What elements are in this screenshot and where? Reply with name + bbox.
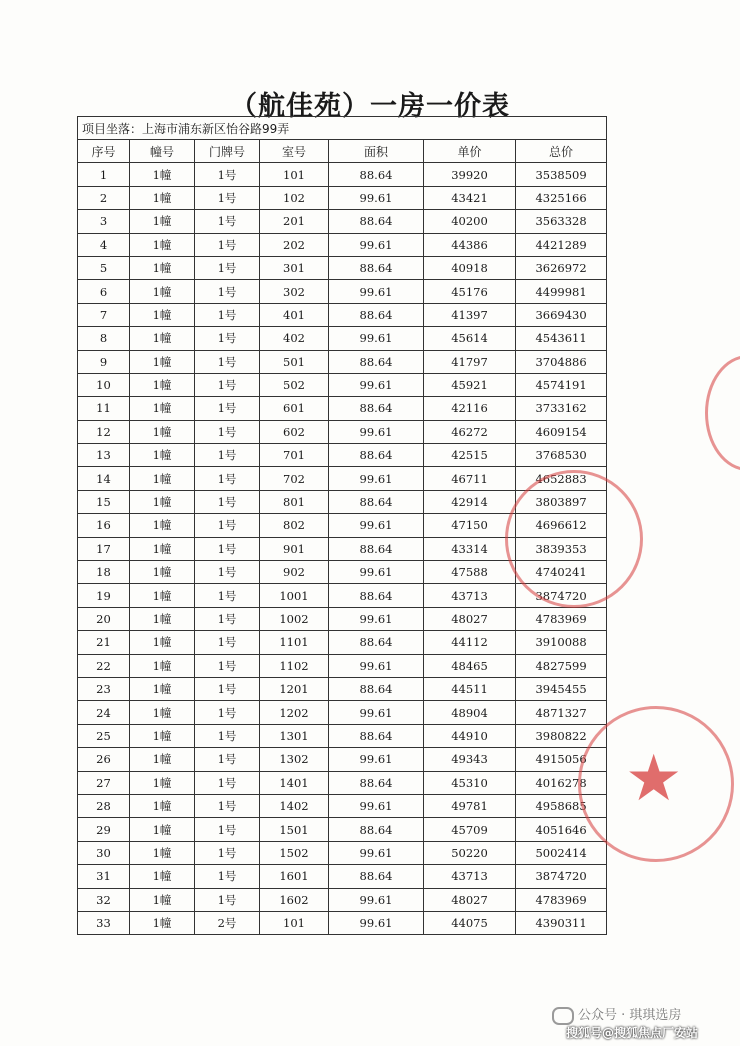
table-cell: 1501 [260, 818, 329, 841]
table-cell: 88.64 [329, 865, 424, 888]
table-cell: 99.61 [329, 467, 424, 490]
table-cell: 99.61 [329, 561, 424, 584]
table-cell: 1号 [195, 724, 260, 747]
table-row [78, 373, 607, 396]
table-cell: 1幢 [130, 420, 195, 443]
table-cell: 3768530 [516, 444, 607, 467]
table-cell: 48465 [424, 654, 516, 677]
table-cell: 99.61 [329, 280, 424, 303]
table-cell: 1001 [260, 584, 329, 607]
table-cell: 88.64 [329, 537, 424, 560]
table-cell: 32 [78, 888, 130, 911]
table-cell: 1号 [195, 420, 260, 443]
table-cell: 1幢 [130, 490, 195, 513]
table-cell: 5002414 [516, 841, 607, 864]
table-cell: 4915056 [516, 748, 607, 771]
table-cell: 1幢 [130, 794, 195, 817]
table-cell: 25 [78, 724, 130, 747]
table-cell: 1号 [195, 373, 260, 396]
table-cell: 1号 [195, 607, 260, 630]
table-cell: 202 [260, 233, 329, 256]
table-cell: 601 [260, 397, 329, 420]
table-cell: 3538509 [516, 163, 607, 186]
table-cell: 1幢 [130, 771, 195, 794]
table-cell: 1幢 [130, 841, 195, 864]
table-cell: 44910 [424, 724, 516, 747]
table-cell: 1幢 [130, 607, 195, 630]
table-cell: 23 [78, 677, 130, 700]
table-cell: 1号 [195, 256, 260, 279]
table-row [78, 327, 607, 350]
table-cell: 1幢 [130, 163, 195, 186]
table-cell: 1号 [195, 794, 260, 817]
table-cell: 40918 [424, 256, 516, 279]
table-cell: 8 [78, 327, 130, 350]
table-row [78, 303, 607, 326]
table-cell: 1号 [195, 841, 260, 864]
table-cell: 9 [78, 350, 130, 373]
table-cell: 301 [260, 256, 329, 279]
table-cell: 1号 [195, 537, 260, 560]
table-cell: 1202 [260, 701, 329, 724]
table-cell: 1号 [195, 561, 260, 584]
table-cell: 1号 [195, 677, 260, 700]
table-cell: 1号 [195, 163, 260, 186]
table-cell: 1幢 [130, 631, 195, 654]
table-cell: 1302 [260, 748, 329, 771]
table-cell: 99.61 [329, 607, 424, 630]
table-row [78, 654, 607, 677]
table-cell: 6 [78, 280, 130, 303]
table-cell: 1幢 [130, 397, 195, 420]
table-cell: 3563328 [516, 210, 607, 233]
table-cell: 45310 [424, 771, 516, 794]
table-cell: 702 [260, 467, 329, 490]
table-cell: 7 [78, 303, 130, 326]
table-row [78, 748, 607, 771]
wechat-icon [552, 1007, 574, 1025]
column-header: 室号 [260, 140, 329, 163]
table-cell: 1102 [260, 654, 329, 677]
table-row [78, 911, 607, 934]
table-row [78, 771, 607, 794]
table-cell: 1号 [195, 303, 260, 326]
table-row [78, 677, 607, 700]
table-cell: 102 [260, 186, 329, 209]
table-cell: 43713 [424, 865, 516, 888]
table-cell: 3910088 [516, 631, 607, 654]
table-cell: 43314 [424, 537, 516, 560]
table-row [78, 280, 607, 303]
table-cell: 1幢 [130, 327, 195, 350]
table-cell: 402 [260, 327, 329, 350]
table-cell: 88.64 [329, 631, 424, 654]
table-cell: 99.61 [329, 654, 424, 677]
table-cell: 1号 [195, 467, 260, 490]
table-cell: 88.64 [329, 397, 424, 420]
table-row [78, 397, 607, 420]
table-cell: 1幢 [130, 373, 195, 396]
table-cell: 1601 [260, 865, 329, 888]
table-cell: 88.64 [329, 256, 424, 279]
table-cell: 48027 [424, 607, 516, 630]
table-cell: 99.61 [329, 373, 424, 396]
table-cell: 45709 [424, 818, 516, 841]
table-row [78, 818, 607, 841]
table-cell: 1号 [195, 865, 260, 888]
table-row [78, 701, 607, 724]
company-star-seal [578, 706, 734, 862]
table-cell: 44112 [424, 631, 516, 654]
column-header: 幢号 [130, 140, 195, 163]
table-cell: 1幢 [130, 467, 195, 490]
table-cell: 302 [260, 280, 329, 303]
table-cell: 3874720 [516, 584, 607, 607]
table-cell: 42116 [424, 397, 516, 420]
table-cell: 1502 [260, 841, 329, 864]
table-cell: 602 [260, 420, 329, 443]
table-cell: 4574191 [516, 373, 607, 396]
table-cell: 88.64 [329, 818, 424, 841]
table-row [78, 163, 607, 186]
table-cell: 99.61 [329, 888, 424, 911]
table-cell: 902 [260, 561, 329, 584]
table-cell: 3 [78, 210, 130, 233]
table-cell: 201 [260, 210, 329, 233]
table-cell: 4871327 [516, 701, 607, 724]
table-cell: 1002 [260, 607, 329, 630]
column-header: 序号 [78, 140, 130, 163]
table-row [78, 420, 607, 443]
table-cell: 1号 [195, 888, 260, 911]
table-cell: 4051646 [516, 818, 607, 841]
table-cell: 88.64 [329, 303, 424, 326]
table-row [78, 865, 607, 888]
company-stamp-seal [505, 470, 643, 608]
table-cell: 501 [260, 350, 329, 373]
table-cell: 1号 [195, 210, 260, 233]
table-cell: 5 [78, 256, 130, 279]
table-cell: 801 [260, 490, 329, 513]
table-cell: 15 [78, 490, 130, 513]
table-cell: 3803897 [516, 490, 607, 513]
table-cell: 88.64 [329, 444, 424, 467]
table-cell: 1幢 [130, 350, 195, 373]
table-cell: 1幢 [130, 911, 195, 934]
table-cell: 4652883 [516, 467, 607, 490]
table-cell: 3669430 [516, 303, 607, 326]
table-cell: 14 [78, 467, 130, 490]
table-cell: 3733162 [516, 397, 607, 420]
table-cell: 45176 [424, 280, 516, 303]
table-cell: 1幢 [130, 724, 195, 747]
table-cell: 1301 [260, 724, 329, 747]
table-cell: 22 [78, 654, 130, 677]
table-cell: 1602 [260, 888, 329, 911]
table-cell: 28 [78, 794, 130, 817]
table-cell: 3626972 [516, 256, 607, 279]
table-cell: 1幢 [130, 748, 195, 771]
table-cell: 44386 [424, 233, 516, 256]
table-cell: 1幢 [130, 303, 195, 326]
table-cell: 42914 [424, 490, 516, 513]
table-cell: 49781 [424, 794, 516, 817]
table-cell: 401 [260, 303, 329, 326]
table-cell: 27 [78, 771, 130, 794]
table-cell: 26 [78, 748, 130, 771]
table-cell: 3839353 [516, 537, 607, 560]
document-title: （航佳苑）一房一价表 [230, 91, 510, 122]
table-cell: 40200 [424, 210, 516, 233]
table-row [78, 841, 607, 864]
table-cell: 1幢 [130, 256, 195, 279]
table-row [78, 724, 607, 747]
table-cell: 4325166 [516, 186, 607, 209]
table-cell: 19 [78, 584, 130, 607]
table-cell: 4543611 [516, 327, 607, 350]
table-cell: 99.61 [329, 794, 424, 817]
table-row [78, 631, 607, 654]
table-row [78, 888, 607, 911]
table-cell: 1幢 [130, 514, 195, 537]
column-header: 门牌号 [195, 140, 260, 163]
table-cell: 4609154 [516, 420, 607, 443]
table-cell: 99.61 [329, 701, 424, 724]
table-cell: 31 [78, 865, 130, 888]
table-row [78, 186, 607, 209]
table-cell: 99.61 [329, 420, 424, 443]
table-cell: 1号 [195, 444, 260, 467]
table-cell: 1402 [260, 794, 329, 817]
table-row [78, 794, 607, 817]
table-cell: 3704886 [516, 350, 607, 373]
table-cell: 99.61 [329, 748, 424, 771]
table-cell: 1201 [260, 677, 329, 700]
table-cell: 4016278 [516, 771, 607, 794]
table-cell: 43713 [424, 584, 516, 607]
table-cell: 46272 [424, 420, 516, 443]
table-cell: 4499981 [516, 280, 607, 303]
table-cell: 4783969 [516, 607, 607, 630]
table-cell: 101 [260, 163, 329, 186]
table-cell: 10 [78, 373, 130, 396]
table-cell: 24 [78, 701, 130, 724]
table-cell: 1号 [195, 748, 260, 771]
table-cell: 2 [78, 186, 130, 209]
table-cell: 1号 [195, 186, 260, 209]
table-cell: 701 [260, 444, 329, 467]
table-row [78, 607, 607, 630]
table-cell: 1幢 [130, 818, 195, 841]
table-cell: 4390311 [516, 911, 607, 934]
table-cell: 50220 [424, 841, 516, 864]
table-row [78, 210, 607, 233]
table-cell: 88.64 [329, 350, 424, 373]
watermark-sohu: 搜狐号@搜狐焦点厂安站 [566, 1026, 699, 1040]
table-cell: 47150 [424, 514, 516, 537]
table-cell: 88.64 [329, 677, 424, 700]
watermark-text-1: 公众号 · 琪琪选房 [578, 1008, 682, 1023]
table-cell: 1101 [260, 631, 329, 654]
table-cell: 802 [260, 514, 329, 537]
table-cell: 46711 [424, 467, 516, 490]
table-cell: 41797 [424, 350, 516, 373]
table-row [78, 350, 607, 373]
table-cell: 1幢 [130, 677, 195, 700]
table-cell: 1号 [195, 233, 260, 256]
column-header: 面积 [329, 140, 424, 163]
table-cell: 101 [260, 911, 329, 934]
table-cell: 1号 [195, 350, 260, 373]
table-cell: 43421 [424, 186, 516, 209]
table-cell: 21 [78, 631, 130, 654]
table-cell: 99.61 [329, 186, 424, 209]
table-cell: 88.64 [329, 724, 424, 747]
table-cell: 13 [78, 444, 130, 467]
table-cell: 1号 [195, 397, 260, 420]
table-cell: 49343 [424, 748, 516, 771]
table-cell: 99.61 [329, 327, 424, 350]
table-cell: 1幢 [130, 233, 195, 256]
table-cell: 1幢 [130, 186, 195, 209]
table-cell: 3980822 [516, 724, 607, 747]
table-cell: 4827599 [516, 654, 607, 677]
table-cell: 1号 [195, 818, 260, 841]
table-cell: 33 [78, 911, 130, 934]
table-cell: 99.61 [329, 841, 424, 864]
table-cell: 16 [78, 514, 130, 537]
table-cell: 88.64 [329, 210, 424, 233]
table-cell: 99.61 [329, 911, 424, 934]
table-cell: 1幢 [130, 865, 195, 888]
table-cell: 1号 [195, 631, 260, 654]
table-cell: 29 [78, 818, 130, 841]
table-cell: 1 [78, 163, 130, 186]
table-cell: 1幢 [130, 701, 195, 724]
table-cell: 1号 [195, 701, 260, 724]
table-cell: 1号 [195, 584, 260, 607]
table-cell: 12 [78, 420, 130, 443]
table-cell: 4958685 [516, 794, 607, 817]
table-cell: 44075 [424, 911, 516, 934]
table-cell: 88.64 [329, 163, 424, 186]
table-cell: 88.64 [329, 584, 424, 607]
table-cell: 2号 [195, 911, 260, 934]
table-cell: 18 [78, 561, 130, 584]
table-row [78, 233, 607, 256]
table-cell: 3874720 [516, 865, 607, 888]
table-cell: 3945455 [516, 677, 607, 700]
table-cell: 17 [78, 537, 130, 560]
table-cell: 4 [78, 233, 130, 256]
table-cell: 1幢 [130, 537, 195, 560]
table-cell: 39920 [424, 163, 516, 186]
table-row [78, 256, 607, 279]
table-cell: 11 [78, 397, 130, 420]
table-cell: 4696612 [516, 514, 607, 537]
header-row [78, 140, 607, 163]
table-cell: 47588 [424, 561, 516, 584]
table-cell: 1幢 [130, 888, 195, 911]
table-cell: 1幢 [130, 561, 195, 584]
table-cell: 41397 [424, 303, 516, 326]
table-cell: 45614 [424, 327, 516, 350]
table-cell: 4783969 [516, 888, 607, 911]
table-cell: 1幢 [130, 584, 195, 607]
table-cell: 1号 [195, 654, 260, 677]
table-cell: 42515 [424, 444, 516, 467]
table-cell: 48904 [424, 701, 516, 724]
table-cell: 99.61 [329, 514, 424, 537]
table-cell: 30 [78, 841, 130, 864]
table-cell: 1幢 [130, 280, 195, 303]
project-location: 项目坐落：上海市浦东新区怡谷路99弄 [78, 117, 607, 140]
table-cell: 20 [78, 607, 130, 630]
table-cell: 48027 [424, 888, 516, 911]
table-cell: 1号 [195, 771, 260, 794]
table-cell: 44511 [424, 677, 516, 700]
table-cell: 45921 [424, 373, 516, 396]
table-cell: 1号 [195, 280, 260, 303]
table-cell: 99.61 [329, 233, 424, 256]
column-header: 单价 [424, 140, 516, 163]
partial-stamp-seal [705, 355, 740, 471]
table-cell: 502 [260, 373, 329, 396]
table-cell: 4421289 [516, 233, 607, 256]
table-cell: 1号 [195, 490, 260, 513]
watermark-wechat [552, 1004, 681, 1025]
location-row [78, 117, 607, 140]
table-cell: 1号 [195, 514, 260, 537]
table-cell: 901 [260, 537, 329, 560]
star-icon: ★ [625, 742, 683, 816]
table-cell: 1幢 [130, 444, 195, 467]
table-cell: 4740241 [516, 561, 607, 584]
table-cell: 1幢 [130, 654, 195, 677]
table-cell: 1号 [195, 327, 260, 350]
table-cell: 88.64 [329, 771, 424, 794]
column-header: 总价 [516, 140, 607, 163]
table-cell: 1幢 [130, 210, 195, 233]
table-cell: 88.64 [329, 490, 424, 513]
table-cell: 1401 [260, 771, 329, 794]
table-row [78, 444, 607, 467]
